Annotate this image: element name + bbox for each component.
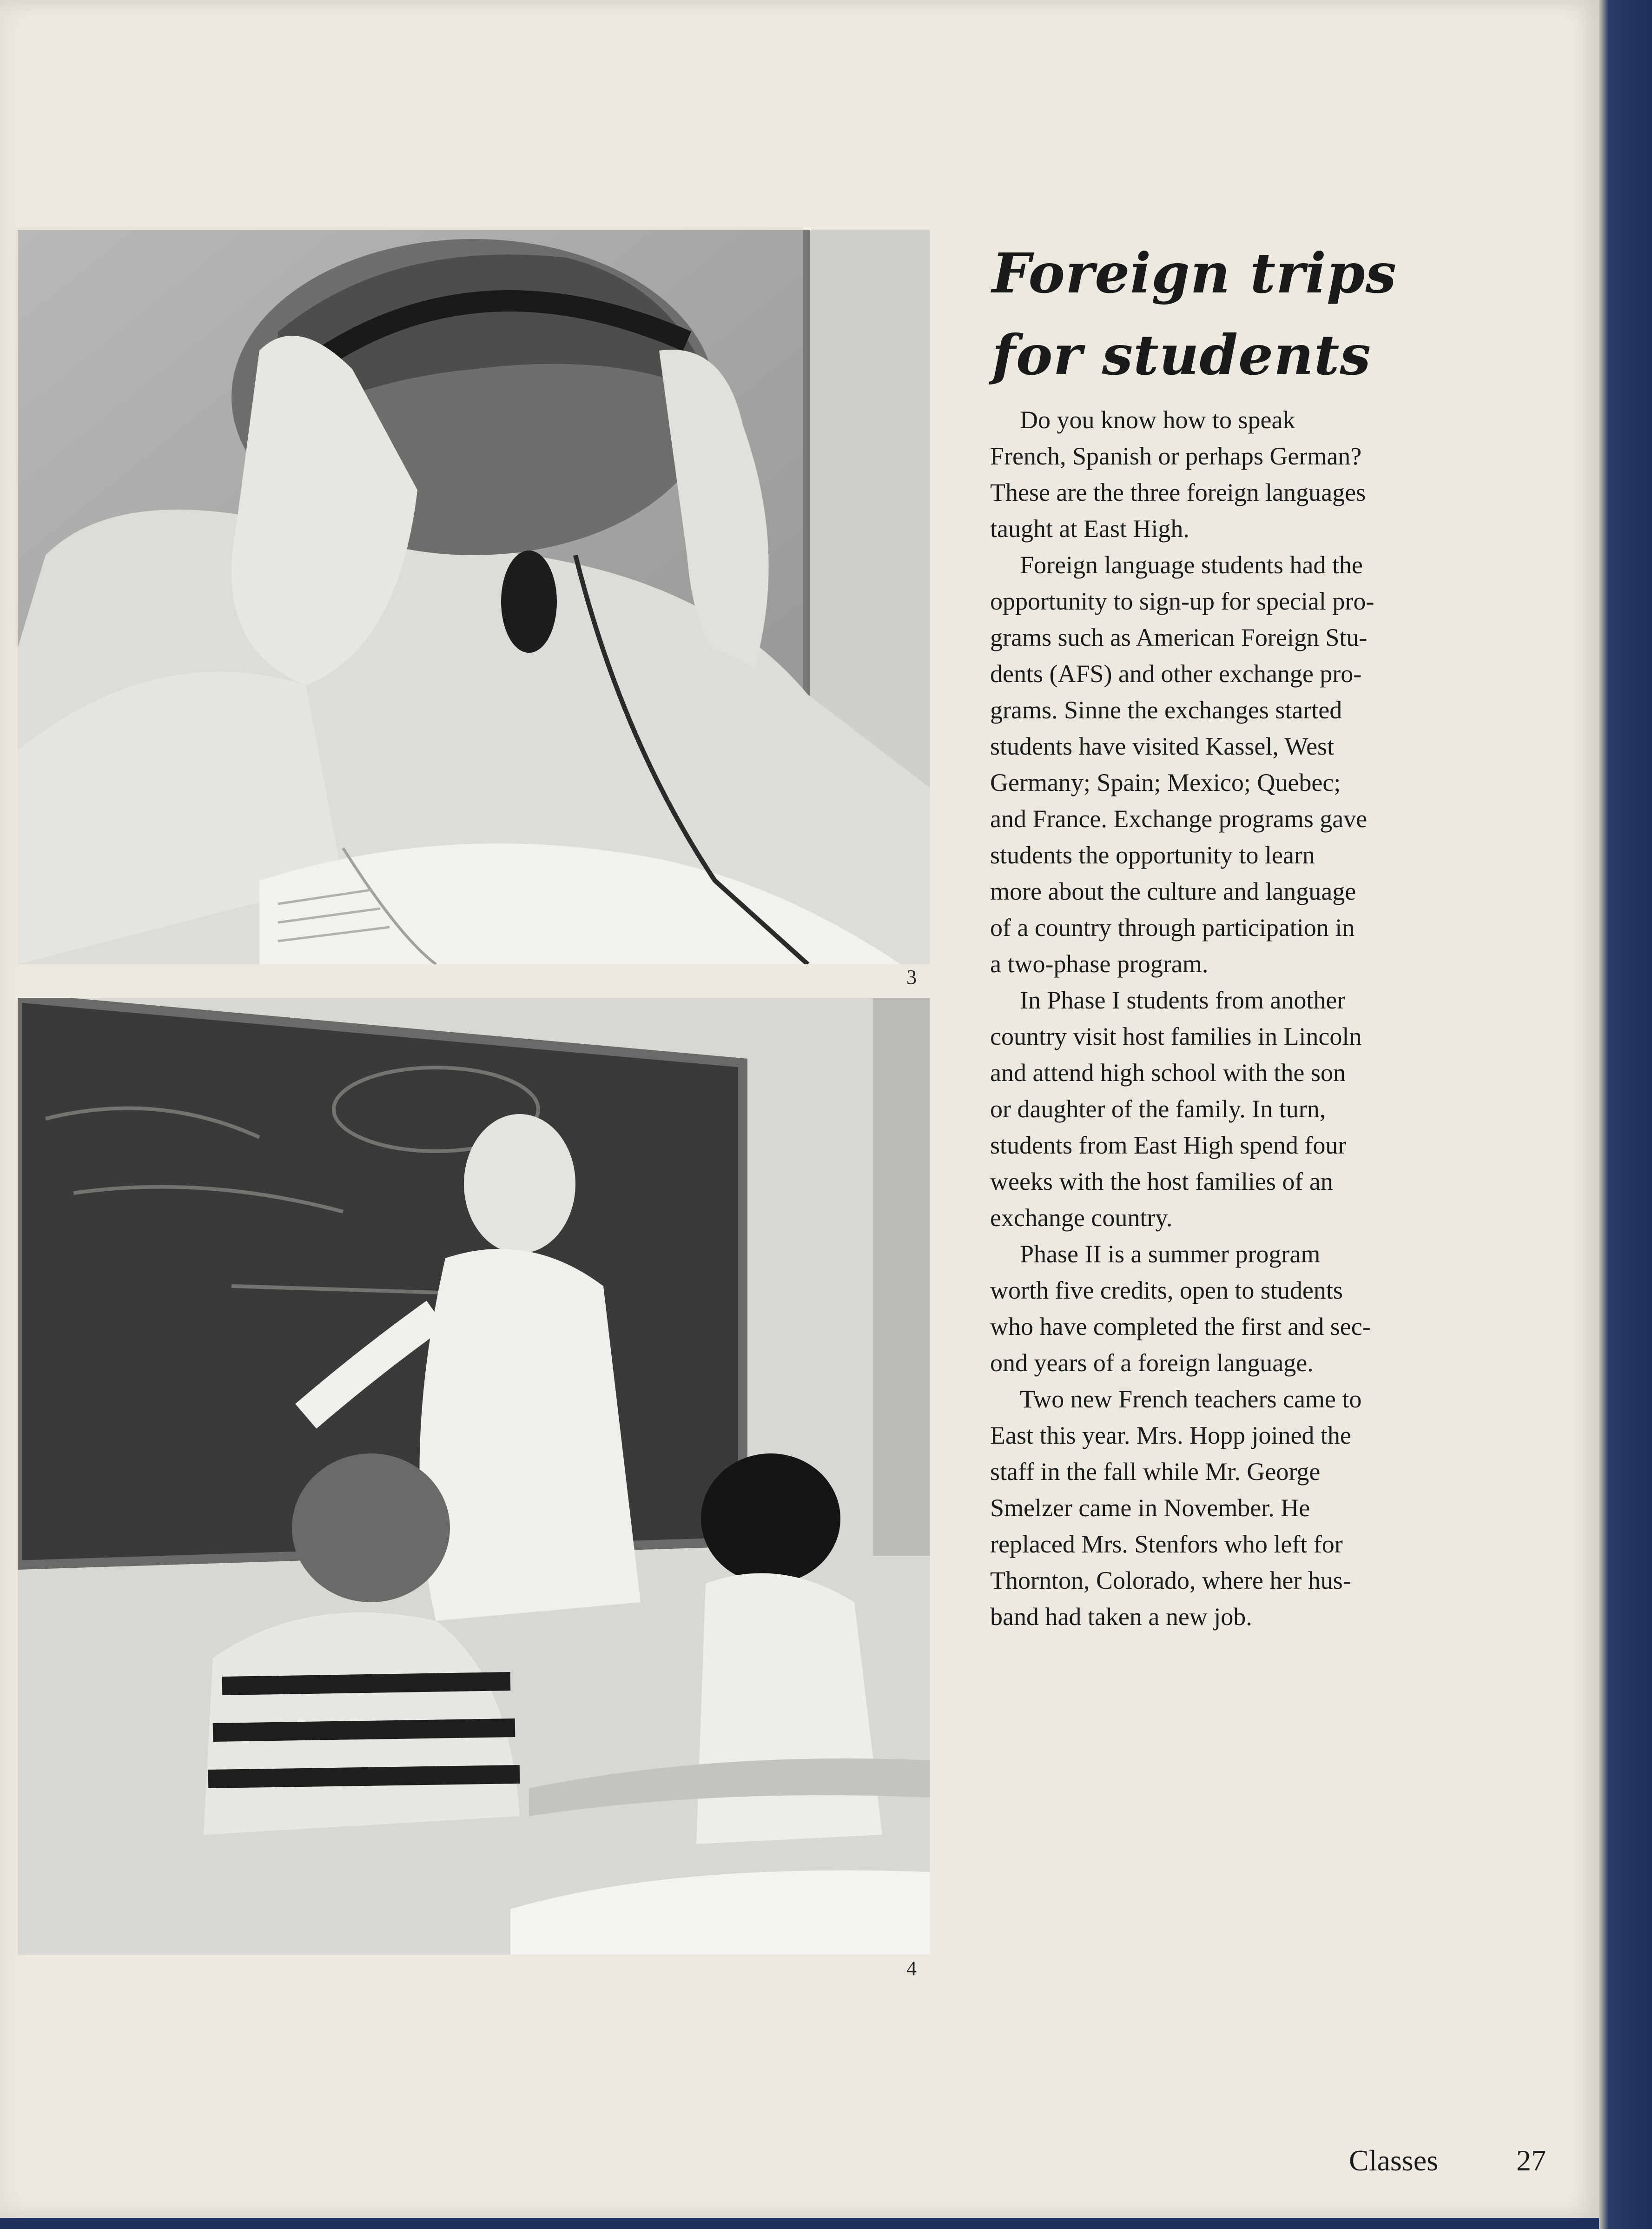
body-line: French, Spanish or perhaps German? — [990, 442, 1362, 470]
body-line: Thornton, Colorado, where her hus- — [990, 1566, 1351, 1594]
photo-teacher-at-chalkboard — [18, 998, 930, 1955]
body-line: and France. Exchange programs gave — [990, 805, 1368, 833]
body-line: exchange country. — [990, 1204, 1173, 1232]
body-line: East this year. Mrs. Hopp joined the — [990, 1421, 1351, 1449]
body-line: or daughter of the family. In turn, — [990, 1095, 1326, 1123]
body-line: worth five credits, open to students — [990, 1276, 1343, 1304]
photo-student-with-headphones — [18, 230, 930, 964]
body-line: Two new French teachers came to — [1020, 1385, 1362, 1413]
body-line: opportunity to sign-up for special pro- — [990, 587, 1374, 615]
article-body — [990, 402, 1427, 1635]
body-line: replaced Mrs. Stenfors who left for — [990, 1530, 1343, 1558]
body-line: a two-phase program. — [990, 950, 1209, 978]
body-line: dents (AFS) and other exchange pro- — [990, 660, 1362, 688]
body-line: more about the culture and language — [990, 877, 1356, 905]
body-line: Smelzer came in November. He — [990, 1494, 1310, 1522]
page-number: 27 — [1516, 2144, 1546, 2177]
body-line: students have visited Kassel, West — [990, 732, 1335, 760]
body-line: ond years of a foreign language. — [990, 1349, 1314, 1377]
body-line: Do you know how to speak — [1020, 406, 1295, 434]
photo-number-4: 4 — [906, 1957, 917, 1980]
headline-line-1: Foreign trips — [992, 241, 1397, 305]
body-line: of a country through participation in — [990, 914, 1355, 942]
body-line: students from East High spend four — [990, 1131, 1347, 1159]
binding-edge — [1599, 0, 1652, 2229]
section-label: Classes — [1349, 2144, 1438, 2177]
body-line: band had taken a new job. — [990, 1603, 1252, 1631]
body-line: grams. Sinne the exchanges started — [990, 696, 1342, 724]
body-line: weeks with the host families of an — [990, 1168, 1333, 1195]
body-line: Germany; Spain; Mexico; Quebec; — [990, 769, 1341, 796]
body-line: taught at East High. — [990, 515, 1189, 543]
body-line: In Phase I students from another — [1020, 986, 1346, 1014]
body-line: students the opportunity to learn — [990, 841, 1315, 869]
body-line: grams such as American Foreign Stu- — [990, 624, 1368, 651]
article-headline — [992, 232, 1457, 396]
body-line: country visit host families in Lincoln — [990, 1022, 1362, 1050]
body-line: and attend high school with the son — [990, 1059, 1346, 1087]
body-line: Phase II is a summer program — [1020, 1240, 1321, 1268]
headline-line-2: for students — [992, 323, 1371, 387]
body-line: staff in the fall while Mr. George — [990, 1458, 1321, 1486]
body-line: Foreign language students had the — [1020, 551, 1363, 579]
body-line: These are the three foreign languages — [990, 478, 1366, 506]
binding-bottom-edge — [0, 2218, 1599, 2229]
body-line: who have completed the first and sec- — [990, 1313, 1371, 1340]
photo-number-3: 3 — [906, 966, 917, 988]
